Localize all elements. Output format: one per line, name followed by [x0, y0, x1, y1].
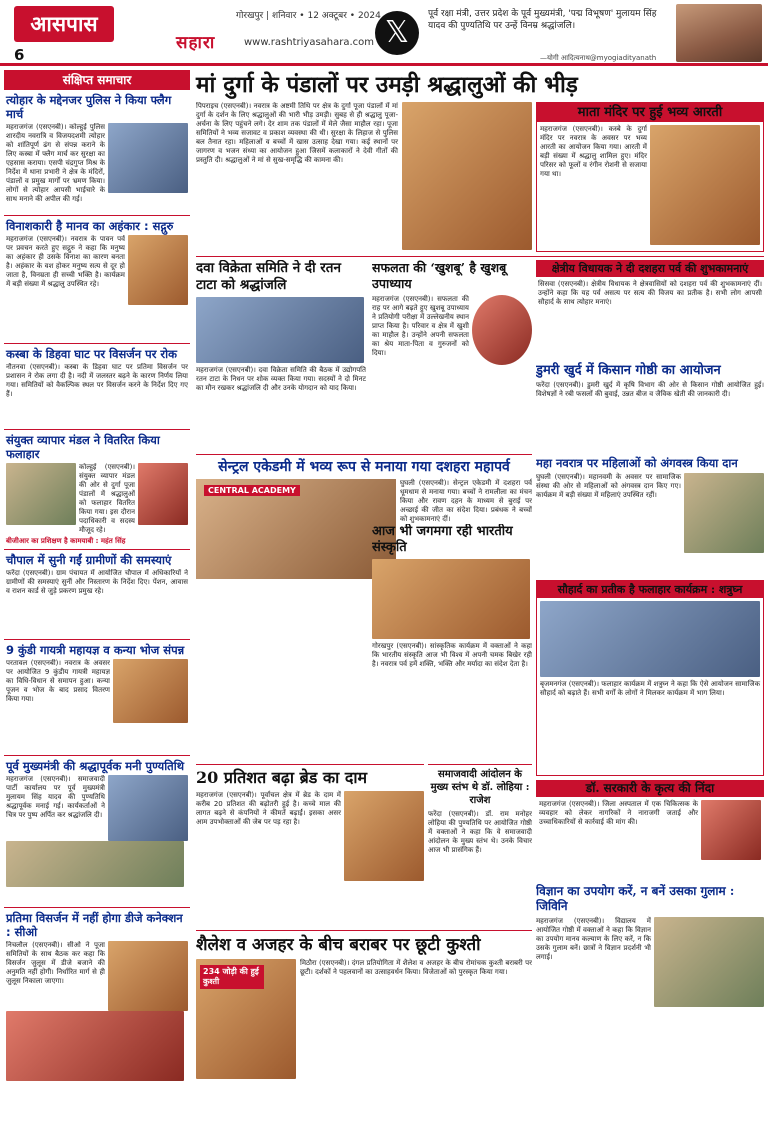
brief-photo: [113, 659, 188, 723]
story-mahanavratra: [536, 456, 764, 576]
story-photo: [654, 917, 764, 1007]
brief-body: फरेंदा (एसएनबी)। ग्राम पंचायत में आयोजित चौपाल में अधिकारियों ने ग्रामीणों की समस्याएं सुनीं और निस्तारण के निर्देश दिए। पेंशन, आवास व राशन कार्ड से जुड़े प्रकरण प्रमुख रहे।: [6, 569, 188, 595]
brief-story: [4, 90, 190, 216]
story-vidhayak: [536, 260, 764, 360]
story-body: महराजगंज (एसएनबी)। विद्यालय में आयोजित गोष्ठी में वक्ताओं ने कहा कि विज्ञान का उपयोग मानव कल्याण के लिए करें, न कि उसके गुलाम बनें। छात्रों ने विज्ञान प्रदर्शनी भी लगाई।: [536, 917, 651, 961]
publication-url[interactable]: www.rashtriyasahara.com: [244, 37, 375, 48]
brief-title: चौपाल में सुनी गईं ग्रामीणों की समस्याएं: [6, 553, 172, 567]
brief-photo: [108, 941, 188, 1011]
tweet-handle: —योगी आदित्यनाथ@myogiadityanath: [540, 54, 657, 62]
briefs-title: संक्षिप्त समाचार: [4, 70, 190, 90]
brief-photo: [6, 841, 184, 887]
brief-story: [4, 908, 190, 1124]
date-line: गोरखपुर | शनिवार • 12 अक्टूबर • 2024: [236, 11, 381, 21]
story-kushti: [196, 930, 532, 1124]
brief-title: कस्बा के डिहवा घाट पर विसर्जन पर रोक: [6, 347, 177, 361]
section-brand: आसपास: [14, 6, 114, 42]
story-body: फरेंदा (एसएनबी)। डॉ. राम मनोहर लोहिया की पुण्यतिथि पर आयोजित गोष्ठी में वक्ताओं ने कहा कि वे समाजवादी आंदोलन के मुख्य स्तंभ थे। उनके विचार आज भी प्रासंगिक हैं।: [428, 810, 532, 854]
story-body: सिसवा (एसएनबी)। क्षेत्रीय विधायक ने क्षेत्रवासियों को दशहरा पर्व की शुभकामनाएं दीं। उन्होंने कहा कि यह पर्व असत्य पर सत्य की विजय का प्रतीक है। सभी लोग आपसी सौहार्द के साथ त्योहार मनाएं।: [538, 280, 762, 306]
story-body: महराजगंज (एसएनबी)। दवा विक्रेता समिति की बैठक में उद्योगपति रतन टाटा के निधन पर शोक व्यक्त किया गया। सदस्यों ने दो मिनट का मौन रखकर श्रद्धांजलि दी और उनके योगदान को याद किया।: [196, 366, 366, 392]
lead-photo-pandal: [402, 102, 532, 250]
brief-photo: [128, 235, 188, 305]
story-photo: [196, 959, 296, 1079]
brief-title: 9 कुंडी गायत्री महायज्ञ व कन्या भोज संपन्न: [6, 643, 185, 657]
brief-photo: [6, 463, 76, 525]
story-bread: [196, 764, 424, 926]
story-body: फरेंदा (एसएनबी)। डुमरी खुर्द में कृषि विभाग की ओर से किसान गोष्ठी आयोजित हुई। विशेषज्ञों ने रबी फसलों की बुवाई, उन्नत बीज व जैविक खेती की जानकारी दी।: [536, 381, 764, 398]
brief-title: पूर्व मुख्यमंत्री की श्रद्धापूर्वक मनी पुण्यतिथि: [6, 759, 185, 773]
portrait-photo: [701, 800, 761, 860]
brief-story: [4, 550, 190, 640]
brief-body: कोल्हुई (एसएनबी)। संयुक्त व्यापार मंडल की ओर से दुर्गा पूजा पंडालों में श्रद्धालुओं को फलाहार वितरित किया गया। इस दौरान पदाधिकारी व सदस्य मौजूद रहे।: [79, 463, 135, 534]
lead-story: [196, 102, 532, 254]
masthead: [0, 0, 768, 66]
story-title: सफलता की ‘खुशबू’ है खुशबू उपाध्याय: [372, 260, 507, 291]
story-title: महा नवरात्र पर महिलाओं को अंगवस्त्र किया दान: [536, 456, 738, 470]
story-title: 20 प्रतिशत बढ़ा ब्रेड का दाम: [196, 768, 368, 787]
story-body: गोरखपुर (एसएनबी)। सांस्कृतिक कार्यक्रम में वक्ताओं ने कहा कि भारतीय संस्कृति आज भी विश्व में अपनी चमक बिखेर रही है। नवरात्र पर्व हमें शक्ति, भक्ति और मर्यादा का संदेश देता है।: [372, 642, 532, 668]
story-photo: [540, 601, 760, 677]
story-photo: [684, 473, 764, 553]
brief-title: प्रतिमा विसर्जन में नहीं होगा डीजे कनेक्शन : सीओ: [6, 911, 183, 939]
story-photo: [372, 559, 530, 639]
story-body: मिठौरा (एसएनबी)। दंगल प्रतियोगिता में शैलेश व अजहर के बीच रोमांचक कुश्ती बराबरी पर छूटी। दर्शकों ने पहलवानों का उत्साहवर्धन किया। विजेताओं को पुरस्कृत किया गया।: [300, 959, 532, 976]
lead-headline: मां दुर्गा के पंडालों पर उमड़ी श्रद्धालुओं की भीड़: [196, 72, 578, 98]
brief-story: [4, 430, 190, 550]
brief-story: [4, 344, 190, 430]
story-photo: [650, 125, 760, 245]
story-title: डॉ. सरकारी के कृत्य की निंदा: [536, 780, 764, 797]
tweet-text: पूर्व रक्षा मंत्री, उत्तर प्रदेश के पूर्व मुख्यमंत्री, 'पद्म विभूषण' मुलायम सिंह यादव की पुण्यतिथि पर उन्हें विनम्र श्रद्धांजलि।: [428, 9, 657, 31]
story-body: घुघली (एसएनबी)। सेन्ट्रल एकेडमी में दशहरा पर्व धूमधाम से मनाया गया। बच्चों ने रामलीला का मंचन किया और रावण दहन के माध्यम से बुराई पर अच्छाई की जीत का संदेश दिया। प्रबंधक ने बच्चों को शुभकामनाएं दीं।: [400, 479, 532, 523]
story-kisan: [536, 362, 764, 452]
page-number: 6: [14, 46, 25, 64]
portrait-photo: [676, 4, 762, 62]
story-body: घुघली (एसएनबी)। महानवमी के अवसर पर सामाजिक संस्था की ओर से महिलाओं को अंगवस्त्र दान किए गए। कार्यक्रम में बड़ी संख्या में महिलाएं उपस्थित रहीं।: [536, 473, 681, 499]
story-sarkari: [536, 780, 764, 880]
brief-title: त्योहार के मद्देनजर पुलिस ने किया फ्लैग मार्च: [6, 93, 172, 121]
school-banner-label: CENTRAL ACADEMY: [204, 485, 300, 496]
story-samajwadi: [428, 764, 532, 926]
brief-story: [4, 640, 190, 756]
brief-photo: [138, 463, 188, 525]
brief-story: [4, 216, 190, 344]
brief-body: महराजगंज (एसएनबी)। समाजवादी पार्टी कार्यालय पर पूर्व मुख्यमंत्री मुलायम सिंह यादव की पुण्यतिथि श्रद्धापूर्वक मनाई गई। कार्यकर्ताओं ने चित्र पर पुष्प अर्पित कर श्रद्धांजलि दी।: [6, 775, 105, 819]
story-body: महराजगंज (एसएनबी)। कस्बे के दुर्गा मंदिर पर नवरात्र के अवसर पर भव्य आरती का आयोजन किया गया। आरती में बड़ी संख्या में श्रद्धालु शामिल हुए। मंदिर परिसर को फूलों व रंगीन रोशनी से सजाया गया था।: [540, 125, 647, 178]
story-title: शैलेश व अजहर के बीच बराबर पर छूटी कुश्ती: [196, 935, 481, 955]
story-body: महराजगंज (एसएनबी)। जिला अस्पताल में एक चिकित्सक के व्यवहार को लेकर नागरिकों ने नाराजगी जताई और उच्चाधिकारियों से कार्रवाई की मांग की।: [539, 800, 698, 826]
publication-logo: सहारा: [176, 33, 216, 53]
divider: [196, 256, 764, 257]
story-badge: 234 जोड़ी की हुई कुश्ती: [200, 965, 264, 989]
brief-title: विनाशकारी है मानव का अहंकार : सद्गुरु: [6, 219, 174, 233]
story-title: दवा विक्रेता समिति ने दी रतन टाटा को श्रद्धांजलि: [196, 260, 341, 293]
story-title: डुमरी खुर्द में किसान गोष्ठी का आयोजन: [536, 363, 721, 378]
story-sauhard: [536, 580, 764, 776]
story-title: आज भी जगमगा रही भारतीय संस्कृति: [372, 524, 513, 555]
photo-caption: बीजीआर का प्रशिक्षण है कामयाबी : महंत सिंह: [6, 537, 126, 545]
story-title: क्षेत्रीय विधायक ने दी दशहरा पर्व की शुभकामनाएं: [536, 260, 764, 277]
brief-body: निचलौल (एसएनबी)। सीओ ने पूजा समितियों के साथ बैठक कर कहा कि विसर्जन जुलूस में डीजे बजाने की अनुमति नहीं होगी। निर्धारित मार्ग से ही जुलूस निकाला जाएगा।: [6, 941, 105, 985]
story-title: सेन्ट्रल एकेडमी में भव्य रूप से मनाया गया दशहरा महापर्व: [218, 459, 510, 475]
story-photo: [196, 479, 396, 579]
brief-body: महराजगंज (एसएनबी)। नवरात्र के पावन पर्व पर प्रवचन करते हुए सद्गुरु ने कहा कि मनुष्य का अहंकार ही उसके विनाश का कारण बनता है। अहंकार के वश होकर मनुष्य सत्य से दूर हो जाता है, विनम्रता ही सच्ची भक्ति है। कार्यक्रम में बड़ी संख्या में श्रद्धालु उपस्थित रहे।: [6, 235, 125, 288]
portrait-photo: [472, 295, 532, 365]
story-photo: [344, 791, 424, 881]
story-mata-mandir: [536, 102, 764, 252]
story-dawa-vikreta: [196, 260, 366, 450]
story-vigyan: [536, 884, 764, 1124]
brief-body: नौतनवा (एसएनबी)। कस्बा के डिहवा घाट पर प्रतिमा विसर्जन पर प्रशासन ने रोक लगा दी है। नदी में जलस्तर बढ़ने के कारण निर्णय लिया गया। समितियों को वैकल्पिक स्थल पर विसर्जन करने के निर्देश दिए गए हैं।: [6, 363, 188, 398]
story-title: सौहार्द का प्रतीक है फलाहार कार्यक्रम : शत्रुघ्न: [537, 581, 763, 598]
brief-photo: [108, 775, 188, 841]
briefs-column: [4, 70, 190, 1124]
brief-title: संयुक्त व्यापार मंडल ने वितरित किया फलाहार: [6, 433, 160, 461]
brief-story: [4, 756, 190, 908]
story-body: महराजगंज (एसएनबी)। पूर्वांचल क्षेत्र में ब्रेड के दाम में करीब 20 प्रतिशत की बढ़ोतरी हुई है। कच्चे माल की लागत बढ़ने से कंपनियों ने कीमतें बढ़ाईं। इसका असर आम उपभोक्ताओं की जेब पर पड़ रहा है।: [196, 791, 341, 826]
lead-story-body: पिपराइच (एसएनबी)। नवरात्र के अष्टमी तिथि पर क्षेत्र के दुर्गा पूजा पंडालों में मां दुर्गा के दर्शन के लिए श्रद्धालुओं की भारी भीड़ उमड़ी। सुबह से ही श्रद्धालु पूजा-अर्चना के लिए पहुंचने लगे। देर शाम तक पंडालों में मेले जैसा माहौल रहा। पूजा समितियों ने भव्य सजावट व प्रकाश व्यवस्था की थी। सुरक्षा के लिहाज से पुलिस बल तैनात रहा। महिलाओं व बच्चों में खास उत्साह देखा गया। कई स्थानों पर जागरण व भजन संध्या का आयोजन हुआ जिसमें कलाकारों ने देवी गीतों की प्रस्तुति दी। श्रद्धालुओं ने मां से सुख-समृद्धि की कामना की।: [196, 102, 398, 164]
story-photo: [196, 297, 364, 363]
story-title: विज्ञान का उपयोग करें, न बनें उसका गुलाम : जिविनि: [536, 884, 735, 913]
brief-photo: [6, 1011, 184, 1081]
story-body: महराजगंज (एसएनबी)। सफलता की राह पर आगे बढ़ते हुए खुशबू उपाध्याय ने प्रतियोगी परीक्षा में उल्लेखनीय स्थान प्राप्त किया है। परिवार व क्षेत्र में खुशी का माहौल है। उन्होंने अपनी सफलता का श्रेय माता-पिता व गुरुजनों को दिया।: [372, 295, 469, 357]
brief-photo: [108, 123, 188, 193]
brief-body: महराजगंज (एसएनबी)। कोल्हुई पुलिस शारदीय नवरात्रि व विजयदशमी त्योहार को शांतिपूर्ण ढंग से संपन्न कराने के लिए कस्बा में फ्लैग मार्च कर सुरक्षा का एहसास कराया। एसपी चंद्रगुप्त मिश्र के निर्देश में थाना प्रभारी ने क्षेत्र के मंदिरों, पंडालों व प्रमुख मार्गों पर भ्रमण किया। लोगों से त्योहार आपसी भाईचारे के साथ मनाने की अपील की गई।: [6, 123, 105, 203]
story-title: समाजवादी आंदोलन के मुख्य स्तंभ थे डॉ. लोहिया : राजेश: [430, 769, 530, 806]
x-logo-icon: 𝕏: [375, 11, 419, 55]
story-body: बृजमनगंज (एसएनबी)। फलाहार कार्यक्रम में शत्रुघ्न ने कहा कि ऐसे आयोजन सामाजिक सौहार्द को बढ़ाते हैं। सभी वर्गों के लोगों ने मिलकर कार्यक्रम में भाग लिया।: [540, 680, 760, 697]
story-aaj-bhi: [372, 524, 532, 756]
brief-body: परतावल (एसएनबी)। नवरात्र के अवसर पर आयोजित 9 कुंडीय गायत्री महायज्ञ का विधि-विधान से समापन हुआ। कन्या पूजन व भोज के बाद प्रसाद वितरण किया गया।: [6, 659, 110, 703]
story-title: माता मंदिर पर हुई भव्य आरती: [537, 103, 763, 122]
